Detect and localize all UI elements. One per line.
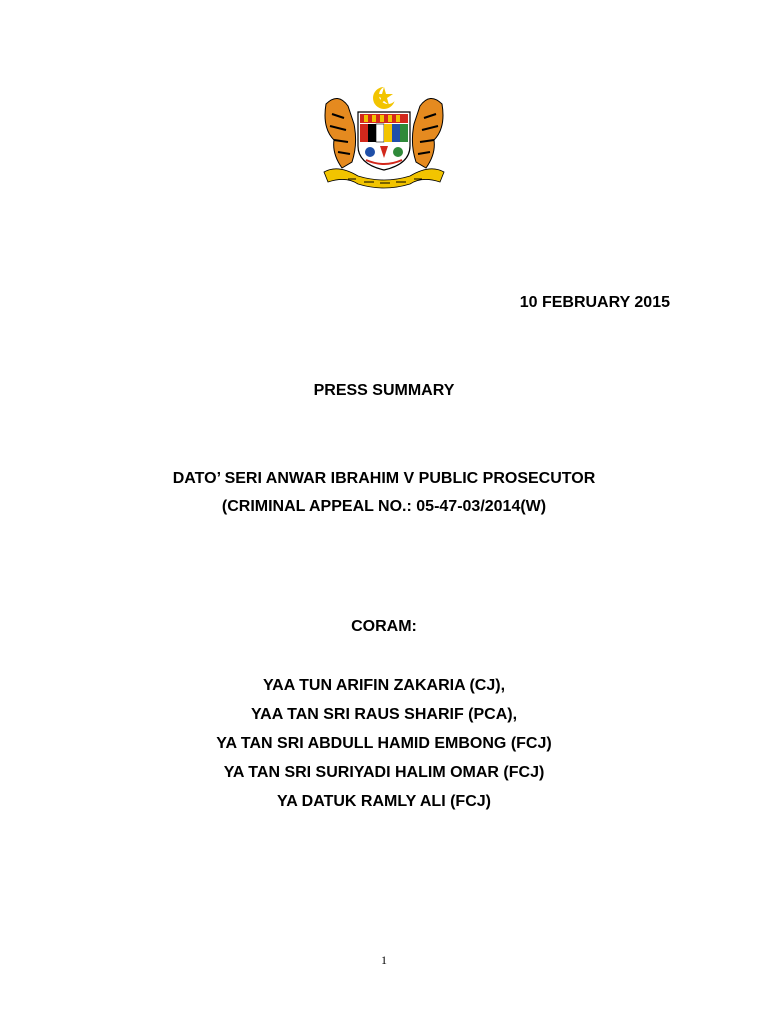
judge-line: YAA TUN ARIFIN ZAKARIA (CJ),: [262, 677, 506, 694]
judge-line: YA DATUK RAMLY ALI (FCJ): [277, 793, 491, 810]
malaysia-coat-of-arms-icon: [318, 84, 450, 190]
page-number: 1: [381, 953, 387, 967]
coram-label: CORAM:: [351, 618, 417, 635]
document-heading: PRESS SUMMARY: [313, 382, 455, 399]
case-title: DATO’ SERI ANWAR IBRAHIM V PUBLIC PROSECUTOR: [172, 470, 596, 487]
judge-line: YA TAN SRI ABDULL HAMID EMBONG (FCJ): [216, 735, 552, 752]
appeal-number: (CRIMINAL APPEAL NO.: 05-47-03/2014(W): [221, 498, 547, 515]
judge-line: YA TAN SRI SURIYADI HALIM OMAR (FCJ): [223, 764, 545, 781]
document-date: 10 FEBRUARY 2015: [519, 294, 670, 311]
judge-line: YAA TAN SRI RAUS SHARIF (PCA),: [250, 706, 518, 723]
